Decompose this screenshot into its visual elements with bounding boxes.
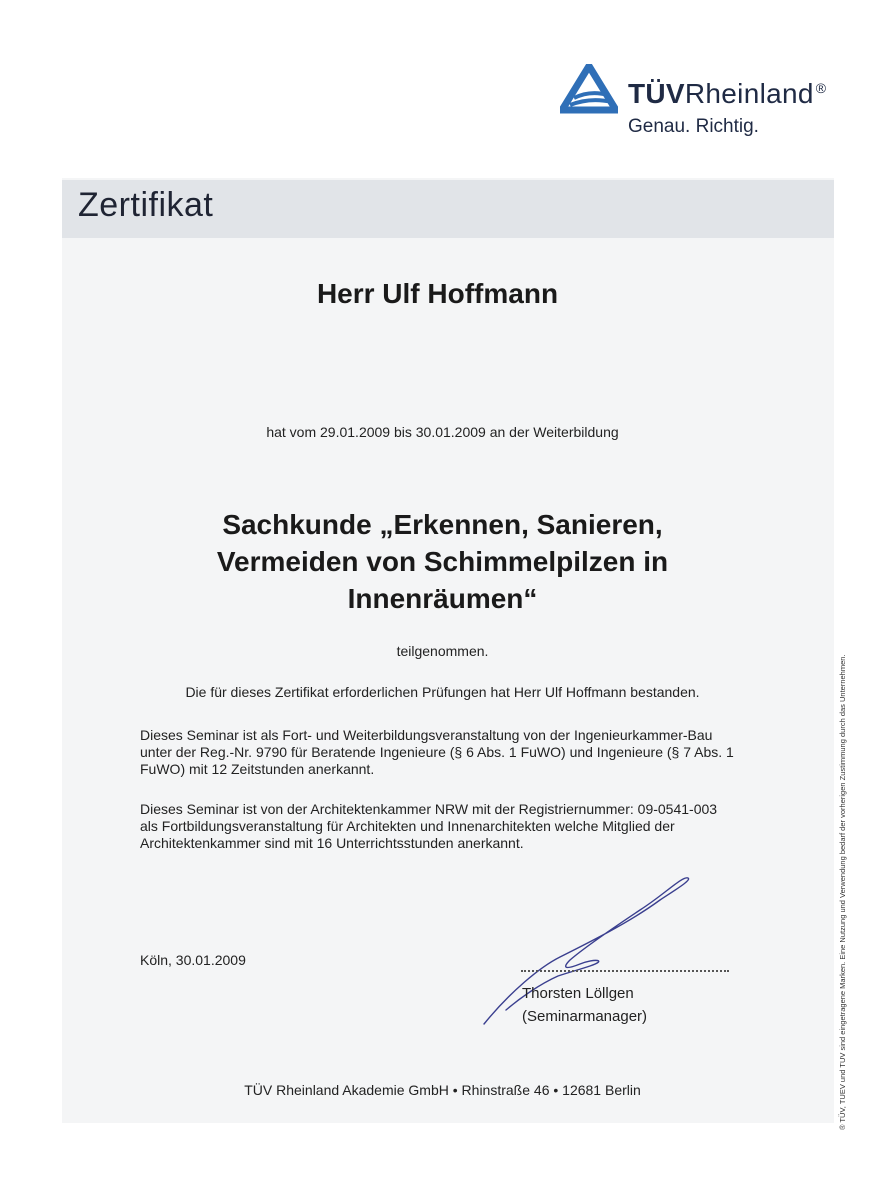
brand-bold: TÜV <box>628 78 685 109</box>
registered-mark: ® <box>815 80 827 96</box>
course-title-line: Vermeiden von Schimmelpilzen in <box>216 546 669 577</box>
recipient-name: Herr Ulf Hoffmann <box>316 278 559 309</box>
signer-block <box>522 982 647 1028</box>
paragraph-line: Dieses Seminar ist als Fort- und Weiterbildungsveranstaltung von der Ingenieurkammer-Bau <box>140 727 713 743</box>
footer-address: TÜV Rheinland Akademie GmbH • Rhinstraße 46 • 12681 Berlin <box>244 1082 641 1098</box>
paragraph-line: als Fortbildungsveranstaltung für Architekten und Innenarchitekten welche Mitglied der <box>140 818 675 834</box>
trademark-note: ® TÜV, TUEV und TUV sind eingetragene Marken. Eine Nutzung und Verwendung bedarf der vorherigen Zustimmung durch das Unternehmen. <box>838 654 847 1130</box>
course-title-line: Innenräumen“ <box>347 583 538 614</box>
course-title <box>150 506 735 617</box>
place-date: Köln, 30.01.2009 <box>140 952 246 968</box>
exam-statement: Die für dieses Zertifikat erforderlichen Prüfungen hat Herr Ulf Hoffmann bestanden. <box>185 684 700 700</box>
signer-name: Thorsten Löllgen <box>522 985 634 1002</box>
tuv-triangle-icon <box>560 64 618 114</box>
paragraph-line: Architektenkammer sind mit 16 Unterrichtsstunden anerkannt. <box>140 835 524 851</box>
accreditation-architektenkammer <box>140 801 770 852</box>
paragraph-line: unter der Reg.-Nr. 9790 für Beratende Ingenieure (§ 6 Abs. 1 FuWO) und Ingenieure (§ 7 Abs. 1 <box>140 744 734 760</box>
paragraph-line: FuWO) mit 12 Zeitstunden anerkannt. <box>140 761 375 777</box>
paragraph-line: Dieses Seminar ist von der Architektenkammer NRW mit der Registriernummer: 09-0541-003 <box>140 801 718 817</box>
accreditation-ingenieurkammer <box>140 727 770 778</box>
brand-name <box>628 78 826 110</box>
signer-role: (Seminarmanager) <box>522 1008 648 1025</box>
participated-word: teilgenommen. <box>396 643 489 659</box>
signature-line <box>521 970 729 972</box>
tuv-logo <box>560 62 840 142</box>
course-title-line: Sachkunde „Erkennen, Sanieren, <box>222 509 663 540</box>
participation-text: hat vom 29.01.2009 bis 30.01.2009 an der Weiterbildung <box>266 424 619 440</box>
brand-rest: Rheinland <box>684 78 814 109</box>
certificate-title: Zertifikat <box>78 186 214 224</box>
brand-tagline: Genau. Richtig. <box>628 116 759 137</box>
